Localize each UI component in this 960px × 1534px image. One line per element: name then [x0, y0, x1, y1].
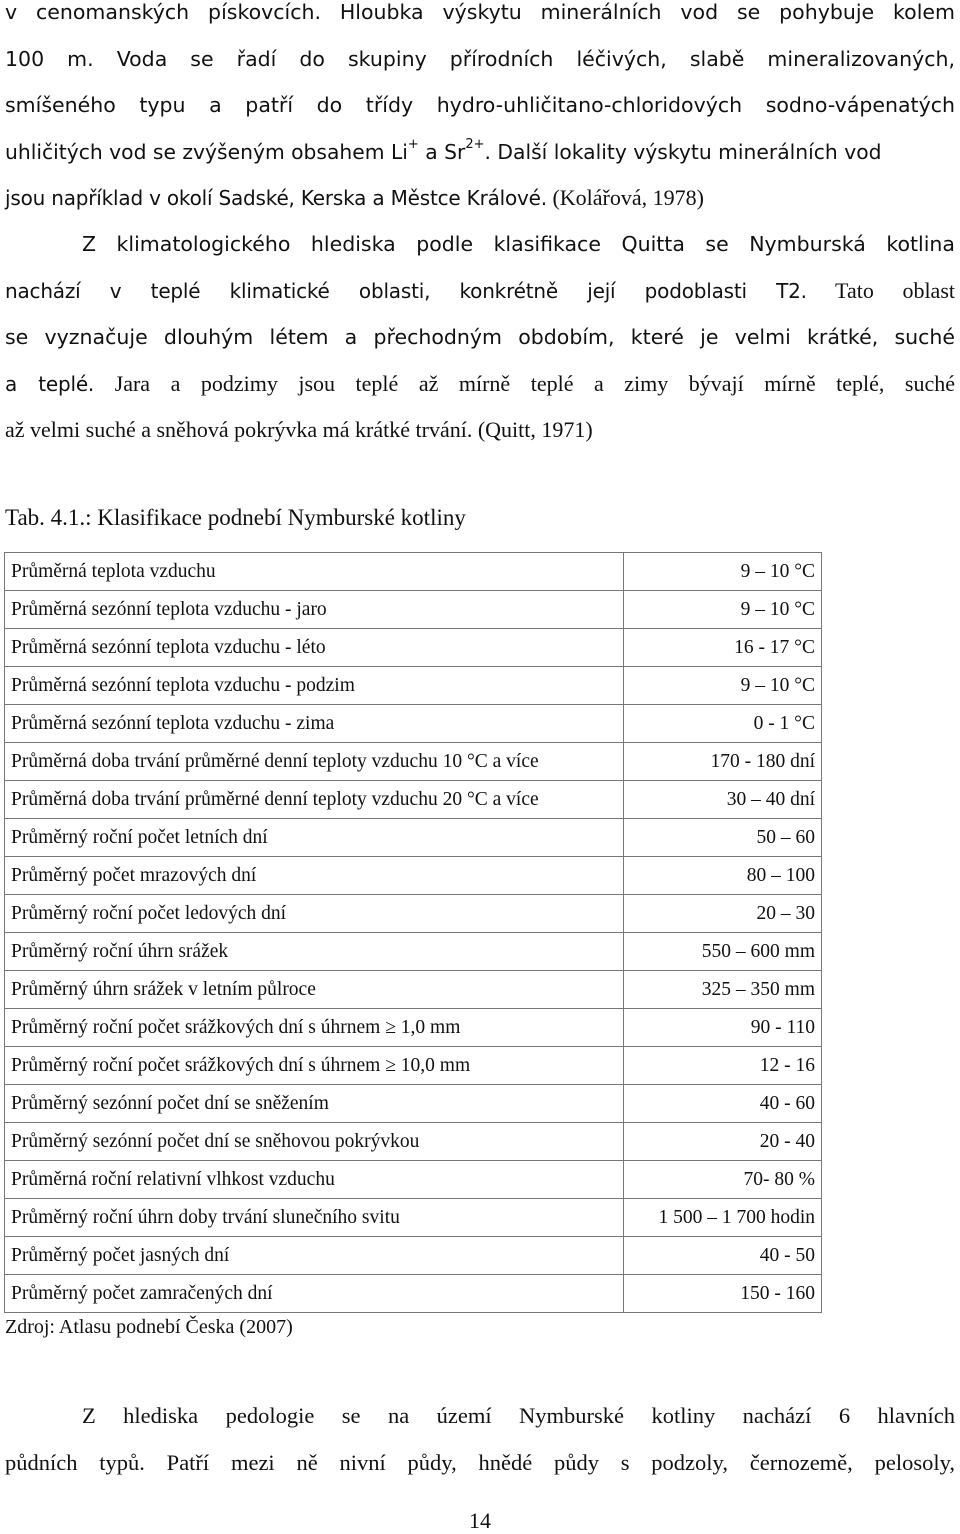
row-label: Průměrná sezónní teplota vzduchu - jaro	[5, 591, 624, 629]
superscript: +	[407, 136, 419, 152]
row-label: Průměrný sezónní počet dní se sněhovou pokrývkou	[5, 1123, 624, 1161]
row-value: 9 – 10 °C	[624, 553, 822, 591]
table-row	[5, 1085, 822, 1123]
row-label: Průměrná sezónní teplota vzduchu - zima	[5, 705, 624, 743]
text-line	[5, 361, 955, 408]
superscript: 2+	[465, 136, 485, 152]
text-segment: Tato oblast	[806, 277, 955, 303]
page-number: 14	[469, 1508, 491, 1533]
row-value: 50 – 60	[624, 819, 822, 857]
text-line: Z klimatologického hlediska podle klasifikace Quitta se Nymburská kotlina	[82, 232, 955, 256]
row-value: 70- 80 %	[624, 1161, 822, 1199]
citation: (Kolářová, 1978)	[546, 185, 704, 210]
row-label: Průměrný sezónní počet dní se sněžením	[5, 1085, 624, 1123]
row-label: Průměrná sezónní teplota vzduchu - léto	[5, 629, 624, 667]
row-value: 9 – 10 °C	[624, 667, 822, 705]
paragraph-pedology	[5, 1393, 955, 1486]
text-line	[5, 129, 955, 176]
table-row	[5, 1047, 822, 1085]
row-value: 30 – 40 dní	[624, 781, 822, 819]
row-value: 550 – 600 mm	[624, 933, 822, 971]
row-value: 150 - 160	[624, 1275, 822, 1313]
text-segment: jsou například v okolí Sadské, Kerska a Městce Králové.	[5, 186, 547, 210]
row-label: Průměrný počet mrazových dní	[5, 857, 624, 895]
row-label: Průměrný roční počet srážkových dní s úhrnem ≥ 10,0 mm	[5, 1047, 624, 1085]
text-line: Z hlediska pedologie se na území Nymburské kotliny nachází 6 hlavních	[82, 1403, 955, 1428]
row-value: 80 – 100	[624, 857, 822, 895]
row-value: 90 - 110	[624, 1009, 822, 1047]
row-label: Průměrný počet zamračených dní	[5, 1275, 624, 1313]
row-value: 325 – 350 mm	[624, 971, 822, 1009]
text-line	[5, 175, 955, 222]
text-segment: . Další lokality výskytu minerálních vod	[484, 139, 882, 164]
paragraph-climate	[5, 221, 955, 454]
row-label: Průměrný roční počet ledových dní	[5, 895, 624, 933]
row-label: Průměrná sezónní teplota vzduchu - podzim	[5, 667, 624, 705]
text-segment: a Sr	[418, 139, 466, 164]
table-row	[5, 857, 822, 895]
row-label: Průměrná doba trvání průměrné denní teploty vzduchu 10 °C a více	[5, 743, 624, 781]
table-row	[5, 1199, 822, 1237]
row-value: 9 – 10 °C	[624, 591, 822, 629]
table-source: Zdroj: Atlasu podnebí Česka (2007)	[5, 1316, 293, 1338]
table-row	[5, 933, 822, 971]
table-row	[5, 705, 822, 743]
row-value: 0 - 1 °C	[624, 705, 822, 743]
text-line: smíšeného typu a patří do třídy hydro-uhličitano-chloridových sodno-vápenatých	[5, 93, 955, 117]
row-value: 40 - 50	[624, 1237, 822, 1275]
table-row	[5, 1275, 822, 1313]
row-label: Průměrný úhrn srážek v letním půlroce	[5, 971, 624, 1009]
row-value: 1 500 – 1 700 hodin	[624, 1199, 822, 1237]
table-row	[5, 591, 822, 629]
text-line: až velmi suché a sněhová pokrývka má krátké trvání. (Quitt, 1971)	[5, 417, 593, 442]
table-row	[5, 1123, 822, 1161]
text-segment: Jara a podzimy jsou teplé až mírně teplé a zimy bývají mírně teplé, suché	[94, 370, 956, 396]
table-row	[5, 971, 822, 1009]
row-value: 12 - 16	[624, 1047, 822, 1085]
table-row	[5, 1237, 822, 1275]
table-row	[5, 629, 822, 667]
climate-table	[4, 552, 822, 1313]
text-segment: nachází v teplé klimatické oblasti, konkrétně její podoblasti T2.	[5, 278, 807, 303]
table-caption: Tab. 4.1.: Klasifikace podnebí Nymburské kotliny	[5, 505, 466, 530]
text-line: se vyznačuje dlouhým létem a přechodným obdobím, které je velmi krátké, suché	[5, 325, 955, 349]
table-row	[5, 553, 822, 591]
row-value: 16 - 17 °C	[624, 629, 822, 667]
text-segment: a teplé.	[5, 371, 95, 396]
row-label: Průměrná roční relativní vlhkost vzduchu	[5, 1161, 624, 1199]
table-row	[5, 667, 822, 705]
paragraph-mineral-waters	[5, 0, 955, 222]
row-label: Průměrný počet jasných dní	[5, 1237, 624, 1275]
row-value: 40 - 60	[624, 1085, 822, 1123]
row-label: Průměrný roční počet letních dní	[5, 819, 624, 857]
row-value: 20 – 30	[624, 895, 822, 933]
row-label: Průměrná doba trvání průměrné denní teploty vzduchu 20 °C a více	[5, 781, 624, 819]
table-row	[5, 819, 822, 857]
climate-table-body	[5, 553, 822, 1313]
text-line	[5, 268, 955, 315]
text-segment: uhličitých vod se zvýšeným obsahem Li	[5, 139, 408, 164]
text-line: v cenomanských pískovcích. Hloubka výskytu minerálních vod se pohybuje kolem	[5, 0, 955, 24]
row-value: 20 - 40	[624, 1123, 822, 1161]
row-value: 170 - 180 dní	[624, 743, 822, 781]
table-row	[5, 1161, 822, 1199]
row-label: Průměrný roční úhrn srážek	[5, 933, 624, 971]
row-label: Průměrná teplota vzduchu	[5, 553, 624, 591]
text-line: půdních typů. Patří mezi ně nivní půdy, hnědé půdy s podzoly, černozemě, pelosoly,	[5, 1449, 955, 1475]
table-row	[5, 1009, 822, 1047]
text-line: 100 m. Voda se řadí do skupiny přírodních léčivých, slabě mineralizovaných,	[5, 46, 955, 71]
table-row	[5, 895, 822, 933]
row-label: Průměrný roční úhrn doby trvání slunečního svitu	[5, 1199, 624, 1237]
table-row	[5, 781, 822, 819]
table-row	[5, 743, 822, 781]
row-label: Průměrný roční počet srážkových dní s úhrnem ≥ 1,0 mm	[5, 1009, 624, 1047]
